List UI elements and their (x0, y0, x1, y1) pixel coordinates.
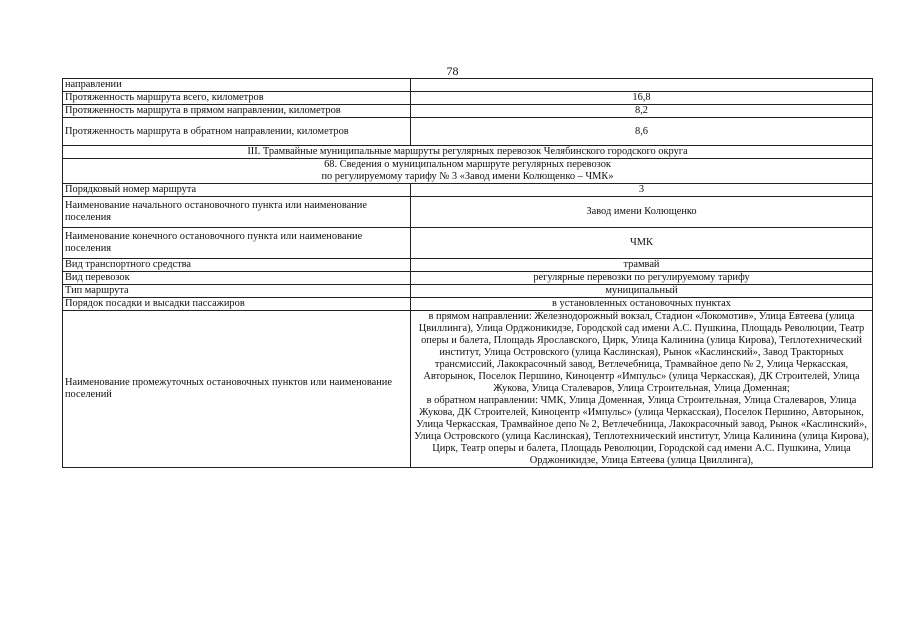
table-row (63, 79, 873, 92)
row-label: Протяженность маршрута всего, километров (63, 92, 411, 105)
row-label: Протяженность маршрута в прямом направлении, километров (63, 105, 411, 118)
row-value: 8,6 (411, 118, 873, 146)
intermediate-stops (411, 311, 873, 468)
backward-stops: в обратном направлении: ЧМК, Улица Доменная, Улица Строительная, Улица Сталеваров, Улица Жукова, ДК Строителей, Киноцентр «Импульс» (улица Черкасская), Поселок Першино, Авторынок, Улица Черкасская, Трамвайное депо № 2, Ветлечебница, Лакокрасочный завод, Рынок «Каслинский», Улица Островского (улица Каслинская), Теплотехнический институт, Улица Калинина (улица Кирова), Цирк, Театр оперы и балета, Площадь Революции, Городской сад имени А.С. Пушкина, Улица Орджоникидзе, Улица Евтеева (улица Цвиллинга), (414, 395, 869, 466)
row-label: Порядок посадки и высадки пассажиров (63, 298, 411, 311)
page-number: 78 (446, 64, 459, 78)
row-value: 3 (411, 184, 873, 197)
route-heading-line2: по регулируемому тарифу № 3 «Завод имени Колющенко – ЧМК» (321, 171, 614, 182)
intermediate-stops-row (63, 311, 873, 468)
table-row (63, 184, 873, 197)
row-label: Вид транспортного средства (63, 259, 411, 272)
route-table (62, 78, 873, 468)
table-row (63, 118, 873, 146)
section-heading-row (63, 146, 873, 159)
row-value (411, 79, 873, 92)
table-row (63, 259, 873, 272)
table-row (63, 105, 873, 118)
intermediate-label: Наименование промежуточных остановочных пунктов или наименование поселений (63, 311, 411, 468)
route-heading-line1: 68. Сведения о муниципальном маршруте регулярных перевозок (324, 159, 611, 170)
row-label: Наименование конечного остановочного пункта или наименование поселения (63, 228, 411, 259)
forward-stops: в прямом направлении: Железнодорожный вокзал, Стадион «Локомотив», Улица Евтеева (улица Цвиллинга), Улица Орджоникидзе, Городской сад имени А.С. Пушкина, Площадь Революции, Театр оперы и балета, Площадь Ярославского, Цирк, Улица Калинина (улица Кирова), Теплотехнический институт, Улица Островского (улица Каслинская), Рынок «Каслинский», Завод Тракторных трансмиссий, Лакокрасочный завод, Ветлечебница, Трамвайное депо № 2, Улица Черкасская, Авторынок, Поселок Першино, Киноцентр «Импульс» (улица Черкасская), ДК Строителей, Улица Жукова, Улица Сталеваров, Улица Строительная, Улица Доменная; (418, 311, 865, 394)
table-row (63, 197, 873, 228)
table-row (63, 285, 873, 298)
row-label: Вид перевозок (63, 272, 411, 285)
route-heading (63, 159, 873, 184)
table-row (63, 272, 873, 285)
row-value: в установленных остановочных пунктах (411, 298, 873, 311)
row-label: Наименование начального остановочного пункта или наименование поселения (63, 197, 411, 228)
table-row (63, 298, 873, 311)
row-label: Протяженность маршрута в обратном направлении, километров (63, 118, 411, 146)
row-value: 16,8 (411, 92, 873, 105)
table-row (63, 228, 873, 259)
section-heading: III. Трамвайные муниципальные маршруты регулярных перевозок Челябинского городского округа (63, 146, 873, 159)
row-label: Порядковый номер маршрута (63, 184, 411, 197)
row-value: Завод имени Колющенко (411, 197, 873, 228)
row-value: ЧМК (411, 228, 873, 259)
route-heading-row (63, 159, 873, 184)
row-label: Тип маршрута (63, 285, 411, 298)
row-value: 8,2 (411, 105, 873, 118)
row-value: регулярные перевозки по регулируемому тарифу (411, 272, 873, 285)
row-value: трамвай (411, 259, 873, 272)
row-label: направлении (63, 79, 411, 92)
table-row (63, 92, 873, 105)
row-value: муниципальный (411, 285, 873, 298)
